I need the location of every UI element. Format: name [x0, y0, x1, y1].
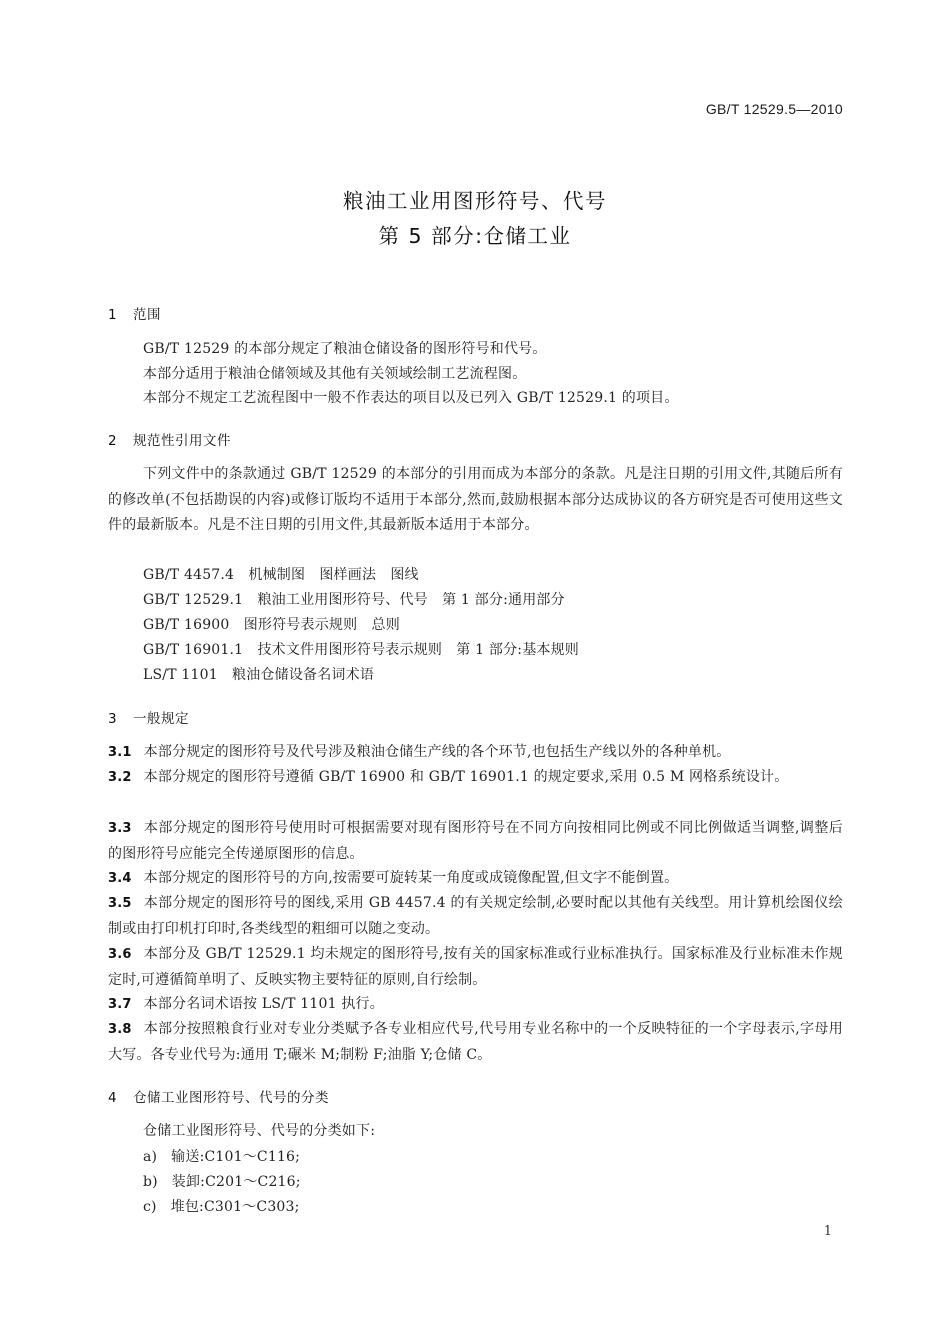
- section-title: 仓储工业图形符号、代号的分类: [133, 1090, 329, 1106]
- clause-3-3: [108, 816, 843, 867]
- section-1-paragraph: 本部分适用于粮油仓储领域及其他有关领域绘制工艺流程图。: [143, 366, 527, 382]
- section-number: 2: [108, 433, 118, 449]
- document-title-line-2: 第 5 部分:仓储工业: [378, 224, 572, 248]
- clause-number: 3.7: [108, 997, 132, 1012]
- document-title-line-1: 粮油工业用图形符号、代号: [343, 189, 607, 213]
- normative-reference: GB/T 12529.1 粮油工业用图形符号、代号 第 1 部分:通用部分: [143, 592, 565, 608]
- page-number: 1: [823, 1224, 832, 1239]
- clause-3-8: [108, 1017, 843, 1068]
- section-1-paragraph: 本部分不规定工艺流程图中一般不作表达的项目以及已列入 GB/T 12529.1 的项目。: [143, 390, 679, 406]
- clause-number: 3.3: [108, 821, 132, 836]
- clause-3-4: [108, 866, 843, 892]
- clause-number: 3.4: [108, 871, 132, 886]
- section-2-heading: [108, 429, 231, 449]
- section-title: 一般规定: [133, 711, 189, 727]
- normative-reference: GB/T 16900 图形符号表示规则 总则: [143, 617, 400, 633]
- list-label: c): [143, 1199, 157, 1215]
- clause-text: 本部分规定的图形符号的图线,采用 GB 4457.4 的有关规定绘制,必要时配以其他有关线型。用计算机绘图仪绘制或由打印机打印时,各类线型的粗细可以随之变动。: [108, 895, 843, 937]
- clause-number: 3.2: [108, 770, 132, 785]
- normative-reference: LS/T 1101 粮油仓储设备名词术语: [143, 667, 375, 683]
- list-label: a): [143, 1149, 158, 1165]
- section-4-heading: [108, 1086, 329, 1106]
- section-title: 规范性引用文件: [133, 433, 231, 449]
- clause-3-1: [108, 740, 843, 766]
- list-text: 堆包:C301～C303;: [170, 1199, 300, 1215]
- clause-number: 3.6: [108, 947, 132, 962]
- clause-number: 3.8: [108, 1022, 132, 1037]
- normative-reference: GB/T 16901.1 技术文件用图形符号表示规则 第 1 部分:基本规则: [143, 642, 579, 658]
- section-4-intro: 仓储工业图形符号、代号的分类如下:: [143, 1123, 376, 1139]
- list-item: [143, 1170, 878, 1196]
- clause-text: 本部分规定的图形符号的方向,按需要可旋转某一角度或成镜像配置,但文字不能倒置。: [143, 870, 679, 886]
- clause-3-7: [108, 992, 843, 1018]
- section-number: 3: [108, 711, 118, 727]
- clause-number: 3.1: [108, 745, 132, 760]
- clause-text: 本部分名词术语按 LS/T 1101 执行。: [143, 996, 384, 1012]
- list-item: [143, 1145, 878, 1171]
- section-1-paragraph: GB/T 12529 的本部分规定了粮油仓储设备的图形符号和代号。: [143, 341, 547, 357]
- normative-reference: GB/T 4457.4 机械制图 图样画法 图线: [143, 567, 419, 583]
- list-label: b): [143, 1174, 158, 1190]
- section-number: 4: [108, 1090, 118, 1106]
- section-3-heading: [108, 707, 189, 727]
- clause-3-2: [108, 765, 843, 791]
- clause-3-5: [108, 891, 843, 942]
- clause-text: 本部分规定的图形符号及代号涉及粮油仓储生产线的各个环节,也包括生产线以外的各种单机。: [143, 744, 731, 760]
- clause-number: 3.5: [108, 896, 132, 911]
- standard-number: GB/T 12529.5—2010: [705, 101, 843, 117]
- section-2-intro: 下列文件中的条款通过 GB/T 12529 的本部分的引用而成为本部分的条款。凡是注日期的引用文件,其随后所有的修改单(不包括勘误的内容)或修订版均不适用于本部分,然而,鼓励根据本部分达成协议的各方研究是否可使用这些文件的最新版本。凡是不注日期的引用文件,其最新版本适用于本部分。: [108, 466, 843, 533]
- section-1-heading: [108, 303, 161, 323]
- clause-text: 本部分规定的图形符号使用时可根据需要对现有图形符号在不同方向按相同比例或不同比例做适当调整,调整后的图形符号应能完全传递原图形的信息。: [108, 820, 843, 862]
- list-text: 装卸:C201～C216;: [171, 1174, 301, 1190]
- clause-3-6: [108, 942, 843, 993]
- section-number: 1: [108, 307, 118, 323]
- clause-text: 本部分按照粮食行业对专业分类赋予各专业相应代号,代号用专业名称中的一个反映特征的一个字母表示,字母用大写。各专业代号为:通用 T;碾米 M;制粉 F;油脂 Y;仓储 C。: [108, 1021, 843, 1063]
- clause-text: 本部分规定的图形符号遵循 GB/T 16900 和 GB/T 16901.1 的规定要求,采用 0.5 M 网格系统设计。: [143, 769, 789, 785]
- list-item: [143, 1195, 878, 1221]
- clause-text: 本部分及 GB/T 12529.1 均未规定的图形符号,按有关的国家标准或行业标准执行。国家标准及行业标准未作规定时,可遵循简单明了、反映实物主要特征的原则,自行绘制。: [108, 946, 843, 988]
- list-text: 输送:C101～C116;: [171, 1149, 301, 1165]
- section-title: 范围: [133, 307, 161, 323]
